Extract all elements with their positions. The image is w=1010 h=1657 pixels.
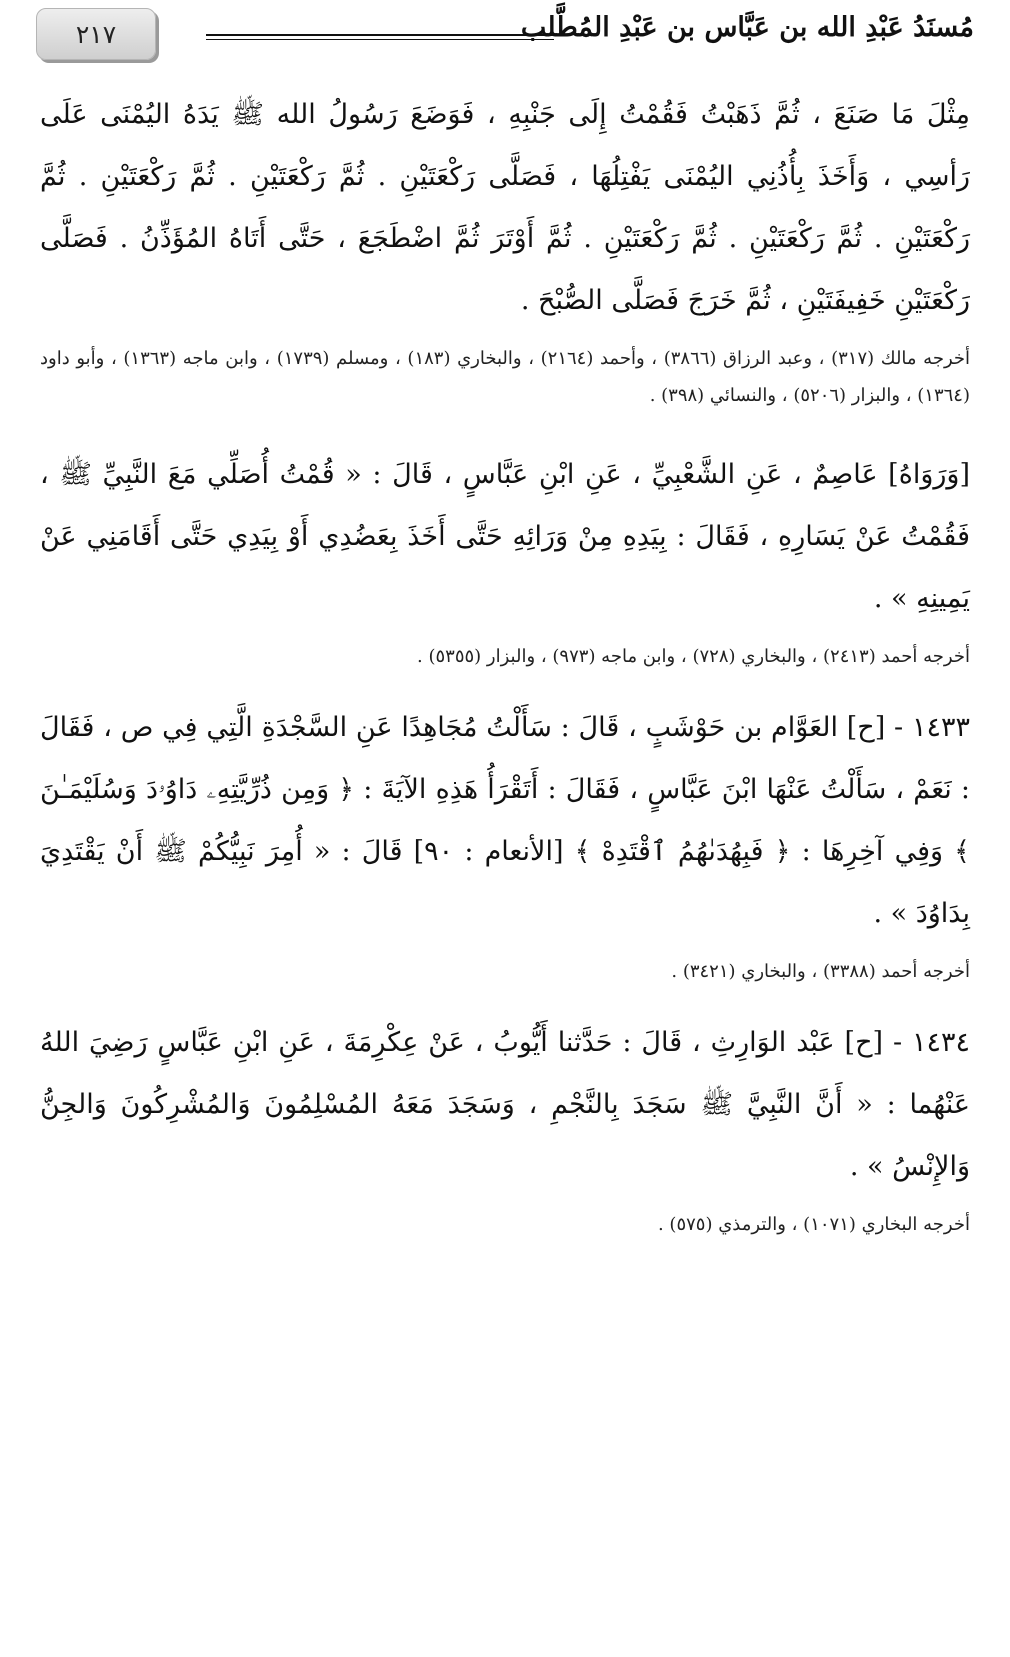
hadith-text-continuation: مِثْلَ مَا صَنَعَ ، ثُمَّ ذَهَبْتُ فَقُمْتُ إِلَى جَنْبِهِ ، فَوَضَعَ رَسُولُ الله ﷺ يَدَهُ اليُمْنَى عَلَى رَأسِي ، وَأَخَذَ بِأُذُنِي اليُمْنَى يَفْتِلُهَا ، فَصَلَّى رَكْعَتَيْنِ . ثُمَّ رَكْعَتَيْنِ . ثُمَّ رَكْعَتَيْنِ . ثُمَّ رَكْعَتَيْنِ . ثُمَّ رَكْعَتَيْنِ . ثُمَّ رَكْعَتَيْنِ . ثُمَّ أَوْتَرَ ثُمَّ اضْطَجَعَ ، حَتَّى أَتَاهُ المُؤَذِّنُ . فَصَلَّى رَكْعَتَيْنِ خَفِيفَتَيْنِ ، ثُمَّ خَرَجَ فَصَلَّى الصُّبْحَ . [40,99,970,316]
header-rule [206,34,554,40]
page-body [40,84,970,1243]
running-title: مُسنَدُ عَبْدِ الله بن عَبَّاس بن عَبْدِ المُطَّلب [520,12,974,43]
page-number: ٢١٧ [36,8,156,60]
page-header [36,8,974,64]
takhrij-note: أخرجه أحمد (٣٣٨٨) ، والبخاري (٣٤٢١) . [671,961,970,982]
hadith-1434-text: ١٤٣٤ - [ح] عَبْد الوَارِثِ ، قَالَ : حَدَّثنا أَيُّوبُ ، عَنْ عِكْرِمَةَ ، عَنِ ابْنِ عَبَّاسٍ رَضِيَ اللهُ عَنْهُما : « أَنَّ النَّبِيَّ ﷺ سَجَدَ بِالنَّجْمِ ، وَسَجَدَ مَعَهُ المُسْلِمُونَ وَالمُشْرِكُونَ وَالجِنُّ وَالإِنْسُ » . [40,1027,970,1182]
takhrij-note: أخرجه أحمد (٢٤١٣) ، والبخاري (٧٢٨) ، وابن ماجه (٩٧٣) ، والبزار (٥٣٥٥) . [417,646,970,667]
hadith-1433-text: ١٤٣٣ - [ح] العَوَّام بن حَوْشَبٍ ، قَالَ : سَأَلْتُ مُجَاهِدًا عَنِ السَّجْدَةِ الَّتِي فِي ص ، فَقَالَ : نَعَمْ ، سَأَلْتُ عَنْهَا ابْنَ عَبَّاسٍ ، فَقَالَ : أَتَقْرَأُ هَذِهِ الآيَةَ : ﴿ وَمِن ذُرِّيَّتِهِۦ دَاوُۥدَ وَسُلَيْمَـٰنَ ﴾ وَفِي آخِرِهَا : ﴿ فَبِهُدَىٰهُمُ ٱقْتَدِهْ ﴾ [الأنعام : ٩٠] قَالَ : « أُمِرَ نَبِيُّكُمْ ﷺ أَنْ يَقْتَدِيَ بِدَاوُدَ » . [40,712,970,929]
takhrij-note: أخرجه مالك (٣١٧) ، وعبد الرزاق (٣٨٦٦) ، وأحمد (٢١٦٤) ، والبخاري (١٨٣) ، ومسلم (١٧٣٩) ، وابن ماجه (١٣٦٣) ، وأبو داود (١٣٦٤) ، والبزار (٥٢٠٦) ، والنسائي (٣٩٨) . [40,348,971,406]
hadith-text-asim: [وَرَوَاهُ] عَاصِمٌ ، عَنِ الشَّعْبِيِّ ، عَنِ ابْنِ عَبَّاسٍ ، قَالَ : « قُمْتُ أُصَلِّي مَعَ النَّبِيِّ ﷺ ، فَقُمْتُ عَنْ يَسَارِهِ ، فَقَالَ : بِيَدِهِ مِنْ وَرَائِهِ حَتَّى أَخَذَ بِعَضُدِي أَوْ بِيَدِي حَتَّى أَقَامَنِي عَنْ يَمِينِهِ » . [40,459,970,614]
takhrij-note: أخرجه البخاري (١٠٧١) ، والترمذي (٥٧٥) . [657,1214,970,1235]
